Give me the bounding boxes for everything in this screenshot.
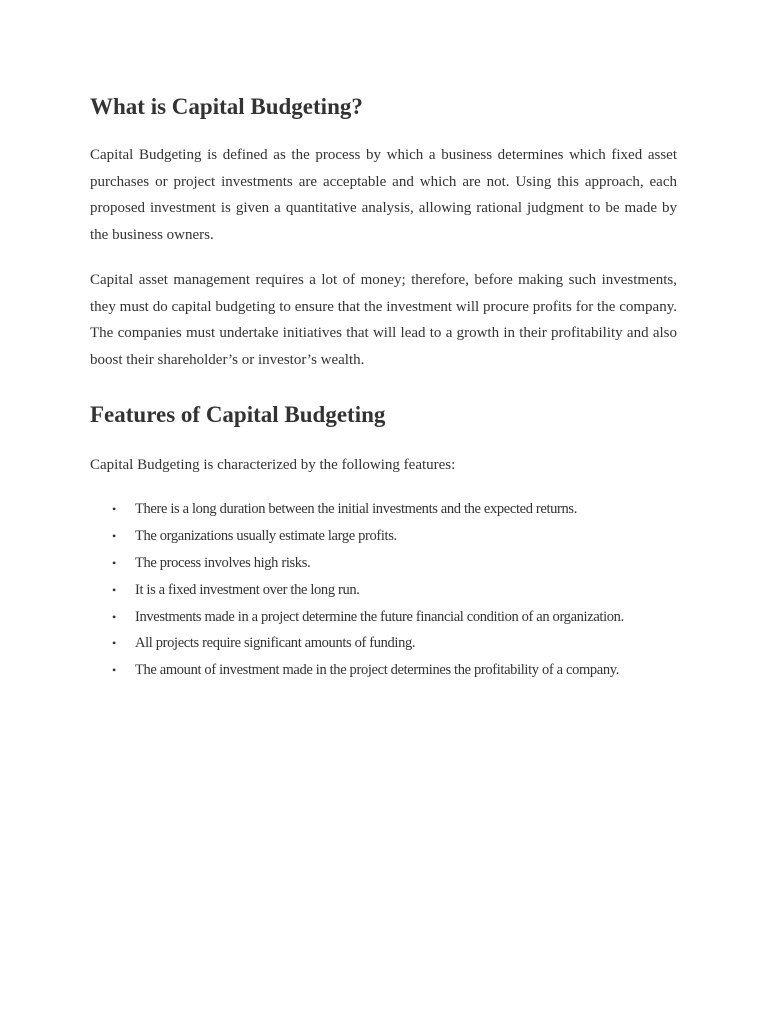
list-item (90, 577, 677, 604)
bullet-icon: • (112, 663, 116, 678)
list-item (90, 550, 677, 577)
list-item-text: The process involves high risks. (135, 554, 311, 571)
list-item (90, 523, 677, 550)
list-item-text: There is a long duration between the initial investments and the expected returns. (135, 501, 577, 518)
list-item (90, 496, 677, 523)
list-item-text: Investments made in a project determine the future financial condition of an organization. (135, 608, 624, 625)
list-item-text: The organizations usually estimate large profits. (135, 528, 397, 545)
paragraph-features-intro: Capital Budgeting is characterized by the following features: (90, 456, 456, 473)
list-item (90, 657, 677, 684)
section-heading-what-is-capital-budgeting: What is Capital Budgeting? (90, 94, 363, 119)
bullet-icon: • (112, 582, 116, 597)
list-item (90, 630, 677, 657)
bullet-icon: • (112, 529, 116, 544)
list-item-text: The amount of investment made in the project determines the profitability of a company. (135, 662, 620, 679)
paragraph-definition: Capital Budgeting is defined as the process by which a business determines which fixed asset purchases or project investments are acceptable and which are not. Using this approach, each proposed investment is given a quantitative analysis, allowing rational judgment to be made by the business owners. (90, 147, 677, 244)
section-heading-features: Features of Capital Budgeting (90, 401, 386, 427)
bullet-icon: • (112, 555, 116, 570)
list-item-text: All projects require significant amounts of funding. (135, 635, 416, 652)
document-page (90, 92, 677, 684)
list-item (90, 604, 677, 631)
list-item-text: It is a fixed investment over the long run. (135, 581, 360, 598)
paragraph-asset-management: Capital asset management requires a lot of money; therefore, before making such investments, they must do capital budgeting to ensure that the investment will procure profits for the company. The companies must undertake initiatives that will lead to a growth in their profitability and also boost their shareholder’s or investor’s wealth. (90, 271, 677, 368)
features-list (90, 496, 677, 684)
bullet-icon: • (112, 502, 116, 517)
bullet-icon: • (112, 609, 116, 624)
bullet-icon: • (112, 636, 116, 651)
